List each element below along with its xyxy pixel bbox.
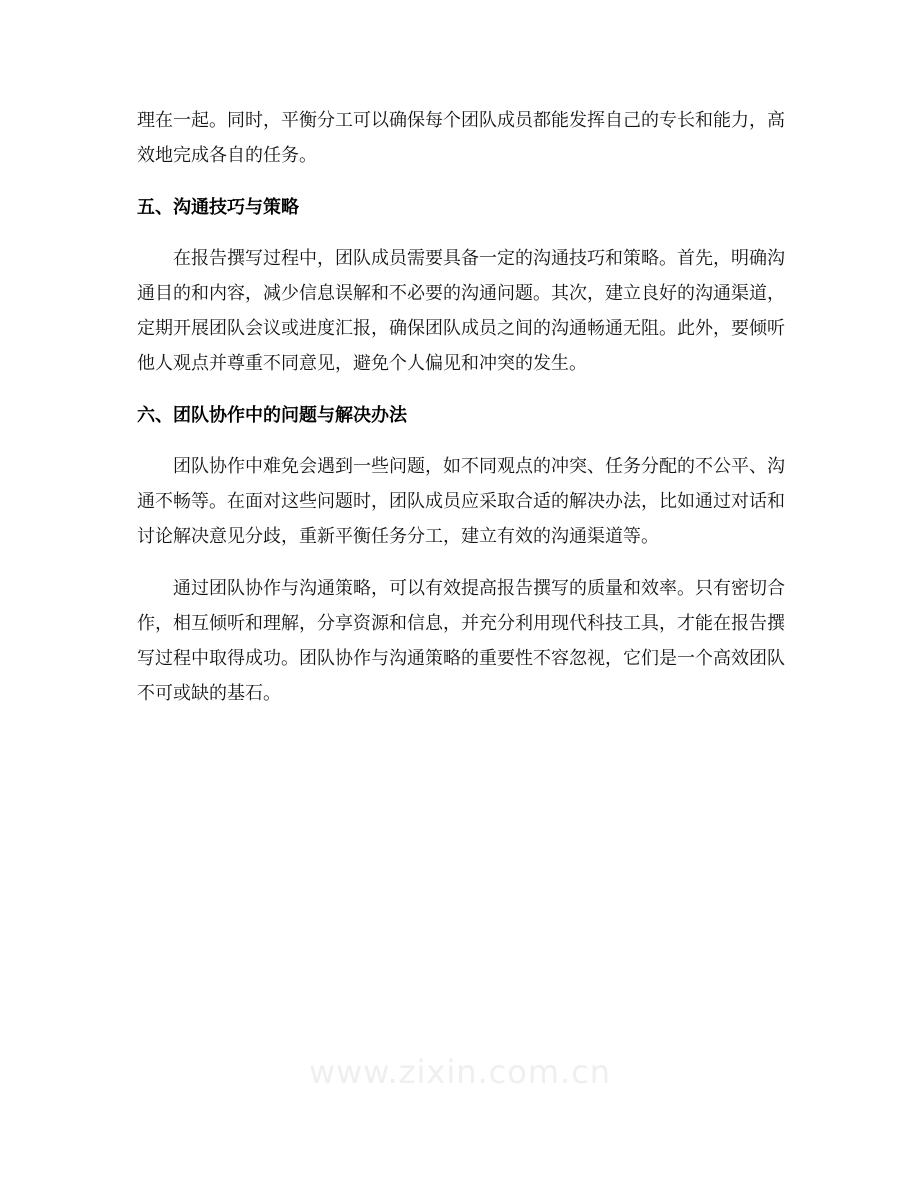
- paragraph-line: 写过程中取得成功。团队协作与沟通策略的重要性不容忽视，它们是一个高效团队: [137, 647, 785, 669]
- section-5-paragraph-1: [137, 241, 787, 381]
- paragraph-line: 不可或缺的基石。: [137, 682, 281, 704]
- section-heading-6: 六、团队协作中的问题与解决办法: [137, 404, 407, 426]
- paragraph-line: 效地完成各自的任务。: [137, 145, 317, 166]
- section-6-paragraph-2: [137, 571, 787, 711]
- paragraph-line: 他人观点并尊重不同意见，避免个人偏见和冲突的发生。: [137, 353, 587, 374]
- watermark: www.zixin.com.cn: [308, 1053, 612, 1091]
- paragraph-line: 理在一起。同时，平衡分工可以确保每个团队成员都能发挥自己的专长和能力，高: [137, 110, 785, 131]
- document-body: [137, 103, 787, 727]
- paragraph-line: 讨论解决意见分歧，重新平衡任务分工，建立有效的沟通渠道等。: [137, 526, 659, 547]
- paragraph-line: 通不畅等。在面对这些问题时，团队成员应采取合适的解决办法，比如通过对话和: [137, 491, 785, 512]
- paragraph-line: 通目的和内容，减少信息误解和不必要的沟通问题。其次，建立良好的沟通渠道，: [137, 283, 785, 304]
- paragraph-line: 通过团队协作与沟通策略，可以有效提高报告撰写的质量和效率。只有密切合: [173, 577, 785, 599]
- continued-paragraph: [137, 103, 787, 173]
- section-heading-5: 五、沟通技巧与策略: [137, 196, 299, 218]
- paragraph-line: 定期开展团队会议或进度汇报，确保团队成员之间的沟通畅通无阻。此外，要倾听: [137, 318, 785, 339]
- paragraph-line: 团队协作中难免会遇到一些问题，如不同观点的冲突、任务分配的不公平、沟: [173, 456, 785, 477]
- section-6-paragraph-1: [137, 449, 787, 554]
- paragraph-line: 在报告撰写过程中，团队成员需要具备一定的沟通技巧和策略。首先，明确沟: [173, 248, 785, 269]
- paragraph-line: 作，相互倾听和理解，分享资源和信息，并充分利用现代科技工具，才能在报告撰: [137, 612, 785, 634]
